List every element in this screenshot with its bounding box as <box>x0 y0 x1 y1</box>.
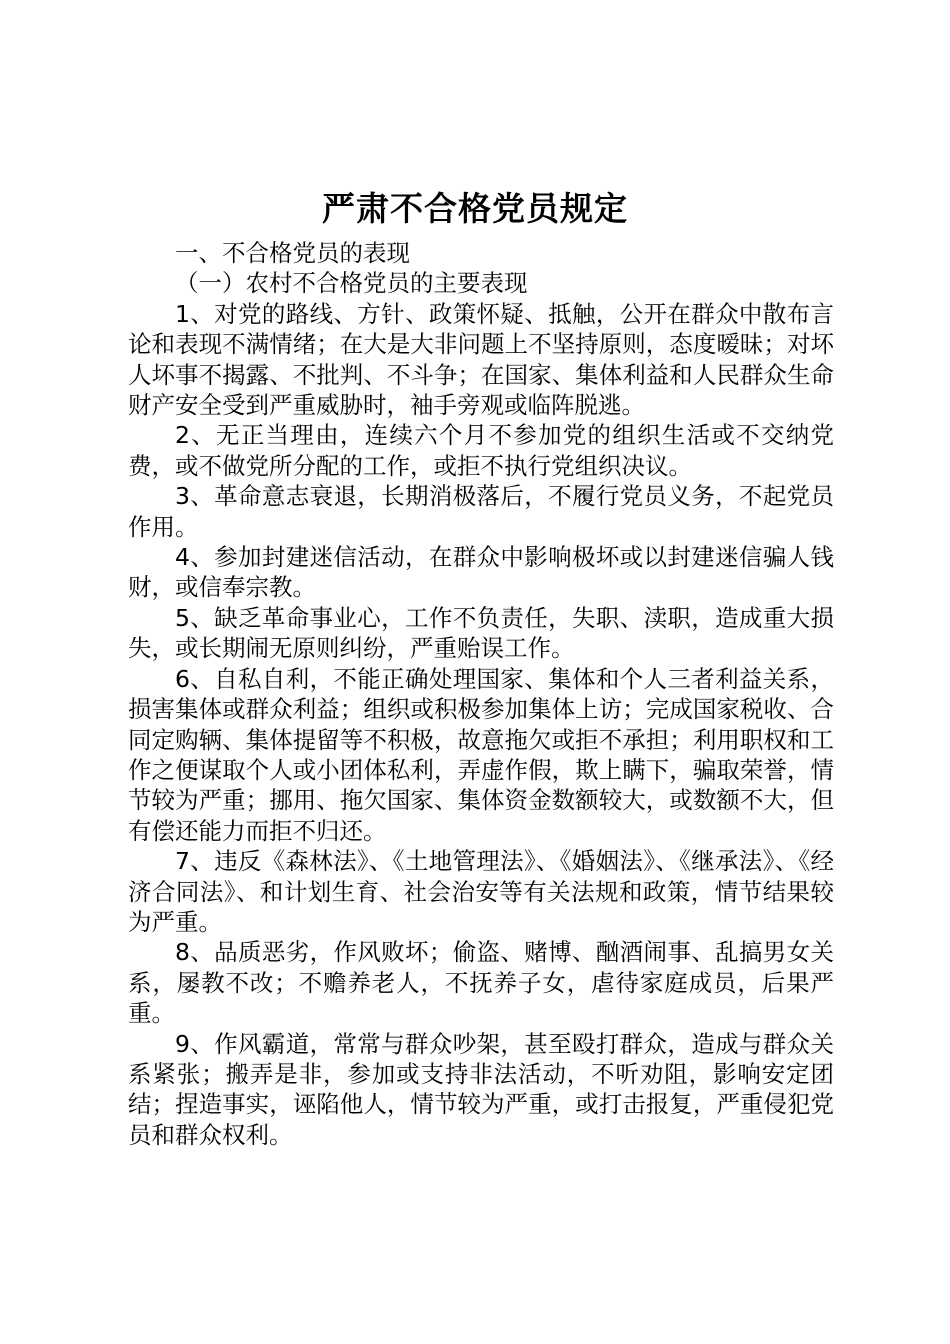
paragraph-item-1: 1、对党的路线、方针、政策怀疑、抵触，公开在群众中散布言论和表现不满情绪；在大是大非问题上不坚持原则，态度暧昧；对坏人坏事不揭露、不批判、不斗争；在国家、集体利益和人民群众生命财产安全受到严重威胁时，袖手旁观或临阵脱逃。 <box>128 299 834 420</box>
paragraph-item-4: 4、参加封建迷信活动，在群众中影响极坏或以封建迷信骗人钱财，或信奉宗教。 <box>128 543 834 602</box>
subsection-heading: （一）农村不合格党员的主要表现 <box>175 269 528 298</box>
paragraph-item-3: 3、革命意志衰退，长期消极落后，不履行党员义务，不起党员作用。 <box>128 482 834 541</box>
paragraph-item-9: 9、作风霸道，常常与群众吵架，甚至殴打群众，造成与群众关系紧张；搬弄是非，参加或支持非法活动，不听劝阻，影响安定团结；捏造事实，诬陷他人，情节较为严重，或打击报复，严重侵犯党员和群众权利。 <box>128 1029 834 1149</box>
document-title: 严肃不合格党员规定 <box>322 189 628 228</box>
paragraph-item-6: 6、自私自利，不能正确处理国家、集体和个人三者利益关系，损害集体或群众利益；组织或积极参加集体上访；完成国家税收、合同定购辆、集体提留等不积极，故意拖欠或拒不承担；利用职权和工作之便谋取个人或小团体私利，弄虚作假，欺上瞒下，骗取荣誉，情节较为严重；挪用、拖欠国家、集体资金数额较大，或数额不大，但有偿还能力而拒不归还。 <box>128 664 834 845</box>
section-heading: 一、不合格党员的表现 <box>175 239 410 267</box>
paragraph-item-2: 2、无正当理由，连续六个月不参加党的组织生活或不交纳党费，或不做党所分配的工作，或拒不执行党组织决议。 <box>128 421 834 480</box>
document-body <box>128 238 834 1150</box>
paragraph-item-5: 5、缺乏革命事业心，工作不负责任，失职、渎职，造成重大损失，或长期闹无原则纠纷，严重贻误工作。 <box>128 603 834 663</box>
paragraph-item-8: 8、品质恶劣，作风败坏；偷盗、赌博、酗酒闹事、乱搞男女关系，屡教不改；不赡养老人，不抚养子女，虐待家庭成员，后果严重。 <box>128 938 834 1028</box>
paragraph-item-7: 7、违反《森林法》、《土地管理法》、《婚姻法》、《继承法》、《经济合同法》、和计划生育、社会治安等有关法规和政策，情节结果较为严重。 <box>128 847 834 936</box>
